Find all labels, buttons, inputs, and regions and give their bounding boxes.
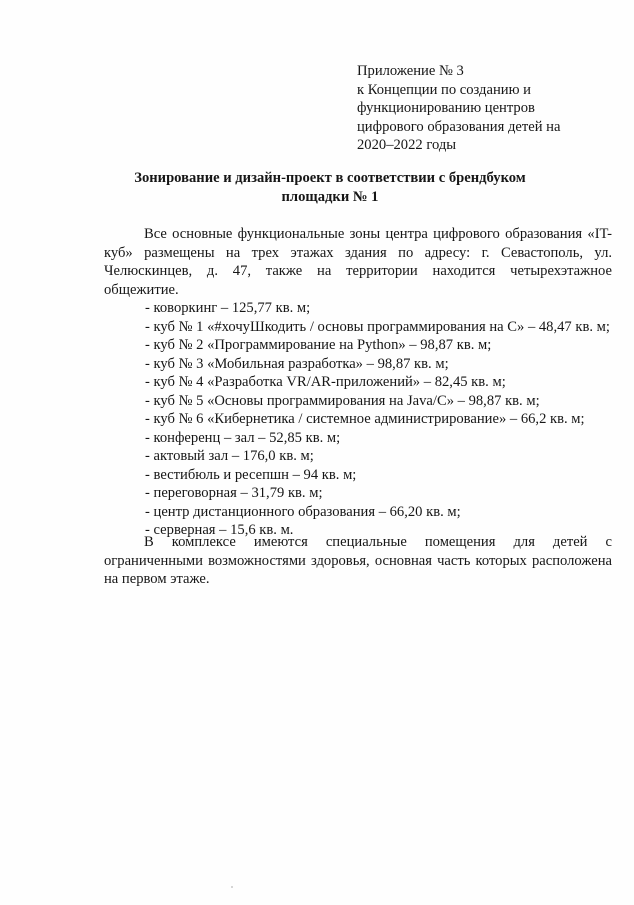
zones-list — [145, 299, 615, 540]
zone-item-cube-6: - куб № 6 «Кибернетика / системное администрирование» – 66,2 кв. м; — [145, 411, 585, 427]
scan-speck — [231, 886, 233, 888]
appendix-line: 2020–2022 годы — [357, 137, 457, 153]
intro-paragraph: Все основные функциональные зоны центра цифрового образования «IT-куб» размещены на трех этажах здания по адресу: г. Севастополь, ул. Челюскинцев, д. 47, также на территории находится четырехэтажное общежитие. — [104, 226, 612, 298]
zone-item-distance-center: - центр дистанционного образования – 66,20 кв. м; — [145, 503, 461, 520]
appendix-line: Приложение № 3 — [357, 63, 464, 79]
title-line-1: Зонирование и дизайн-проект в соответствии с брендбуком — [134, 170, 526, 186]
zone-item-meeting-room: - переговорная – 31,79 кв. м; — [145, 485, 323, 501]
closing-paragraph: В комплексе имеются специальные помещения для детей с ограниченными возможностями здоровья, основная часть которых расположена на первом этаже. — [104, 534, 612, 587]
zone-item-cube-2: - куб № 2 «Программирование на Python» – 98,87 кв. м; — [145, 337, 492, 353]
zone-item-cube-5: - куб № 5 «Основы программирования на Java/С» – 98,87 кв. м; — [145, 392, 540, 409]
title-line-2: площадки № 1 — [281, 188, 379, 205]
appendix-line: к Концепции по созданию и — [357, 81, 531, 98]
appendix-header — [357, 62, 607, 155]
zone-item-coworking: - коворкинг – 125,77 кв. м; — [145, 300, 311, 316]
zone-item-server-room: - серверная – 15,6 кв. м. — [145, 522, 294, 538]
zone-item-lobby: - вестибюль и ресепшн – 94 кв. м; — [145, 466, 357, 483]
zone-item-cube-4: - куб № 4 «Разработка VR/AR-приложений» – 82,45 кв. м; — [145, 374, 506, 390]
appendix-line: функционированию центров — [357, 100, 535, 116]
zone-item-cube-1: - куб № 1 «#хочуШкодить / основы программирования на С» – 48,47 кв. м; — [145, 318, 610, 335]
document-title — [110, 169, 550, 206]
zone-item-conference-hall: - конференц – зал – 52,85 кв. м; — [145, 429, 341, 446]
appendix-line: цифрового образования детей на — [357, 118, 561, 135]
zone-item-cube-3: - куб № 3 «Мобильная разработка» – 98,87 кв. м; — [145, 355, 449, 372]
zone-item-assembly-hall: - актовый зал – 176,0 кв. м; — [145, 448, 314, 464]
